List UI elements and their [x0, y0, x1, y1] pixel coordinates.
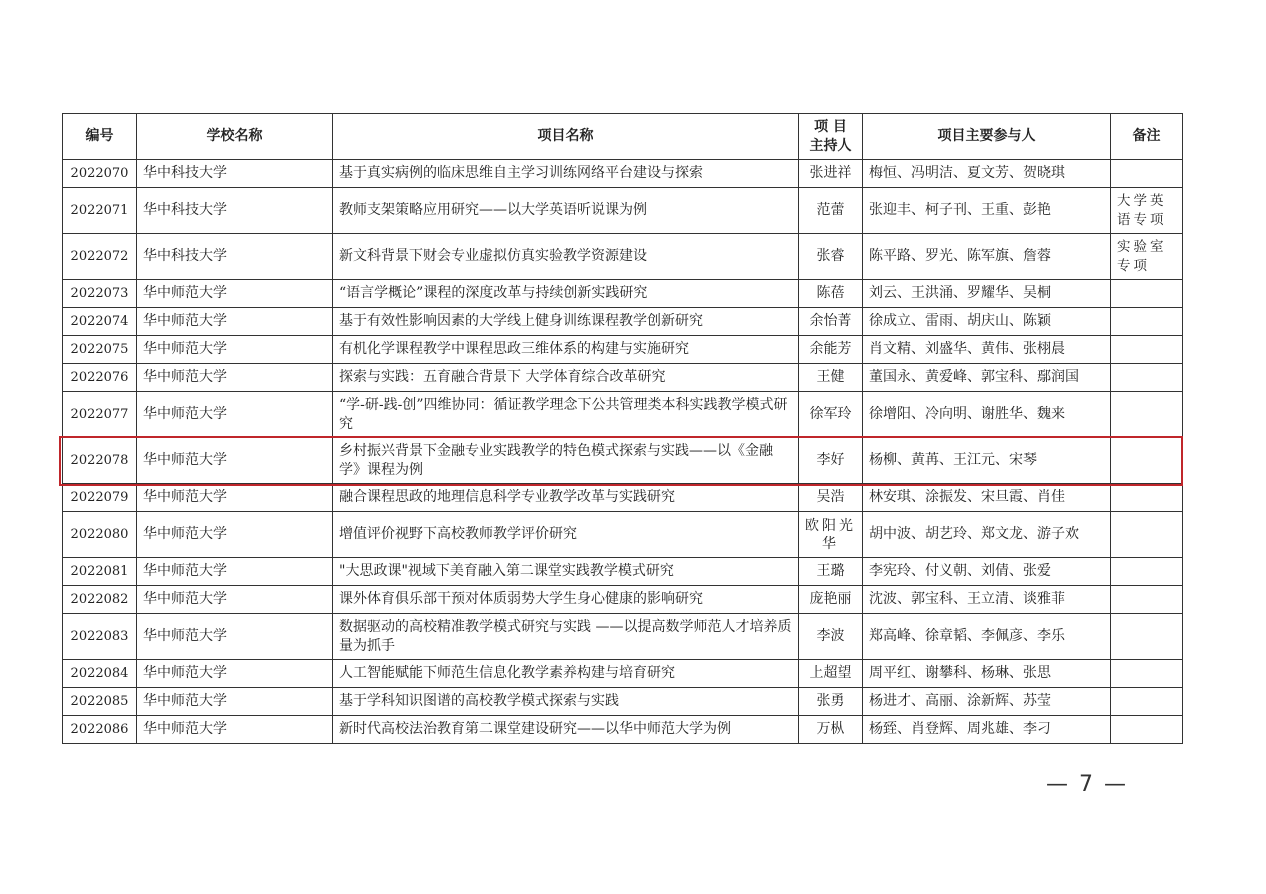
cell-host: 庞艳丽	[799, 586, 863, 614]
cell-members: 沈波、郭宝科、王立清、谈雅菲	[863, 586, 1111, 614]
cell-note: 大学英语专项	[1111, 188, 1183, 234]
cell-note	[1111, 688, 1183, 716]
cell-members: 张迎丰、柯子刊、王重、彭艳	[863, 188, 1111, 234]
table-row	[63, 364, 1183, 392]
cell-project: "大思政课"视域下美育融入第二课堂实践教学模式研究	[333, 558, 799, 586]
cell-members: 周平红、谢攀科、杨琳、张思	[863, 660, 1111, 688]
cell-school: 华中师范大学	[137, 716, 333, 744]
table-row	[63, 688, 1183, 716]
table-row	[63, 614, 1183, 660]
table-row	[63, 484, 1183, 512]
cell-host: 李波	[799, 614, 863, 660]
cell-members: 肖文精、刘盛华、黄伟、张栩晨	[863, 336, 1111, 364]
cell-members: 梅恒、冯明洁、夏文芳、贺晓琪	[863, 160, 1111, 188]
cell-school: 华中师范大学	[137, 512, 333, 558]
cell-id: 2022073	[63, 280, 137, 308]
cell-host: 余能芳	[799, 336, 863, 364]
cell-note	[1111, 280, 1183, 308]
table-row	[63, 160, 1183, 188]
cell-project: 基于真实病例的临床思维自主学习训练网络平台建设与探索	[333, 160, 799, 188]
cell-note	[1111, 558, 1183, 586]
header-note: 备注	[1111, 114, 1183, 160]
cell-host: 张勇	[799, 688, 863, 716]
project-table	[62, 113, 1183, 744]
cell-id: 2022085	[63, 688, 137, 716]
cell-school: 华中师范大学	[137, 280, 333, 308]
cell-project: 教师支架策略应用研究——以大学英语听说课为例	[333, 188, 799, 234]
cell-host: 范蕾	[799, 188, 863, 234]
cell-project: 新时代高校法治教育第二课堂建设研究——以华中师范大学为例	[333, 716, 799, 744]
cell-members: 杨柳、黄苒、王江元、宋琴	[863, 438, 1111, 484]
cell-project: 新文科背景下财会专业虚拟仿真实验教学资源建设	[333, 234, 799, 280]
cell-host: 王健	[799, 364, 863, 392]
cell-id: 2022078	[63, 438, 137, 484]
cell-host: 徐军玲	[799, 392, 863, 438]
cell-note	[1111, 438, 1183, 484]
cell-id: 2022075	[63, 336, 137, 364]
cell-school: 华中师范大学	[137, 660, 333, 688]
header-id: 编号	[63, 114, 137, 160]
cell-id: 2022081	[63, 558, 137, 586]
cell-school: 华中科技大学	[137, 160, 333, 188]
cell-note: 实验室专项	[1111, 234, 1183, 280]
cell-members: 郑高峰、徐章韬、李佩彦、李乐	[863, 614, 1111, 660]
cell-project: 课外体育俱乐部干预对体质弱势大学生身心健康的影响研究	[333, 586, 799, 614]
header-host: 项 目 主持人	[799, 114, 863, 160]
cell-note	[1111, 160, 1183, 188]
cell-members: 陈平路、罗光、陈军旗、詹蓉	[863, 234, 1111, 280]
cell-note	[1111, 586, 1183, 614]
cell-school: 华中师范大学	[137, 484, 333, 512]
table-row	[63, 716, 1183, 744]
cell-note	[1111, 660, 1183, 688]
table-row	[63, 512, 1183, 558]
cell-note	[1111, 364, 1183, 392]
cell-project: 数据驱动的高校精准教学模式研究与实践 ——以提高数学师范人才培养质量为抓手	[333, 614, 799, 660]
cell-school: 华中师范大学	[137, 688, 333, 716]
cell-id: 2022082	[63, 586, 137, 614]
cell-host: 万枞	[799, 716, 863, 744]
cell-note	[1111, 716, 1183, 744]
table-header-row	[63, 114, 1183, 160]
table-row	[63, 336, 1183, 364]
cell-id: 2022074	[63, 308, 137, 336]
cell-project: 有机化学课程教学中课程思政三维体系的构建与实施研究	[333, 336, 799, 364]
cell-host: 王璐	[799, 558, 863, 586]
cell-school: 华中师范大学	[137, 558, 333, 586]
cell-project: “学-研-践-创”四维协同：循证教学理念下公共管理类本科实践教学模式研究	[333, 392, 799, 438]
cell-members: 徐成立、雷雨、胡庆山、陈颖	[863, 308, 1111, 336]
cell-id: 2022072	[63, 234, 137, 280]
cell-school: 华中师范大学	[137, 586, 333, 614]
table-row	[63, 660, 1183, 688]
cell-project: 基于有效性影响因素的大学线上健身训练课程教学创新研究	[333, 308, 799, 336]
cell-note	[1111, 512, 1183, 558]
cell-school: 华中师范大学	[137, 392, 333, 438]
table-row	[63, 280, 1183, 308]
cell-project: 增值评价视野下高校教师教学评价研究	[333, 512, 799, 558]
cell-id: 2022086	[63, 716, 137, 744]
cell-school: 华中科技大学	[137, 234, 333, 280]
table-row	[63, 308, 1183, 336]
cell-id: 2022083	[63, 614, 137, 660]
cell-members: 林安琪、涂振发、宋旦霞、肖佳	[863, 484, 1111, 512]
cell-host: 上超望	[799, 660, 863, 688]
cell-school: 华中科技大学	[137, 188, 333, 234]
cell-id: 2022071	[63, 188, 137, 234]
cell-id: 2022070	[63, 160, 137, 188]
cell-host: 陈蓓	[799, 280, 863, 308]
cell-school: 华中师范大学	[137, 336, 333, 364]
page-number: — 7 —	[1046, 772, 1128, 797]
cell-note	[1111, 614, 1183, 660]
cell-host: 张睿	[799, 234, 863, 280]
header-members: 项目主要参与人	[863, 114, 1111, 160]
table-row	[63, 188, 1183, 234]
cell-note	[1111, 484, 1183, 512]
cell-host: 李好	[799, 438, 863, 484]
cell-school: 华中师范大学	[137, 614, 333, 660]
cell-project: 融合课程思政的地理信息科学专业教学改革与实践研究	[333, 484, 799, 512]
cell-id: 2022076	[63, 364, 137, 392]
table-row	[63, 558, 1183, 586]
table-row	[63, 586, 1183, 614]
cell-members: 李宪玲、付义朝、刘倩、张爱	[863, 558, 1111, 586]
cell-id: 2022084	[63, 660, 137, 688]
cell-project: 乡村振兴背景下金融专业实践教学的特色模式探索与实践——以《金融学》课程为例	[333, 438, 799, 484]
cell-id: 2022080	[63, 512, 137, 558]
header-project: 项目名称	[333, 114, 799, 160]
cell-host: 张进祥	[799, 160, 863, 188]
cell-project: 人工智能赋能下师范生信息化教学素养构建与培育研究	[333, 660, 799, 688]
cell-school: 华中师范大学	[137, 308, 333, 336]
cell-project: “语言学概论”课程的深度改革与持续创新实践研究	[333, 280, 799, 308]
cell-note	[1111, 336, 1183, 364]
cell-members: 董国永、黄爱峰、郭宝科、鄢润国	[863, 364, 1111, 392]
cell-host: 余怡菁	[799, 308, 863, 336]
header-school: 学校名称	[137, 114, 333, 160]
cell-school: 华中师范大学	[137, 364, 333, 392]
cell-id: 2022079	[63, 484, 137, 512]
table-row	[63, 438, 1183, 484]
cell-host: 欧阳光华	[799, 512, 863, 558]
cell-note	[1111, 392, 1183, 438]
table-body	[63, 160, 1183, 744]
cell-id: 2022077	[63, 392, 137, 438]
cell-members: 胡中波、胡艺玲、郑文龙、游子欢	[863, 512, 1111, 558]
cell-members: 杨臸、肖登辉、周兆雄、李刁	[863, 716, 1111, 744]
cell-note	[1111, 308, 1183, 336]
cell-host: 吴浩	[799, 484, 863, 512]
cell-members: 杨进才、高丽、涂新辉、苏莹	[863, 688, 1111, 716]
table-row	[63, 234, 1183, 280]
cell-members: 徐增阳、冷向明、谢胜华、魏来	[863, 392, 1111, 438]
cell-school: 华中师范大学	[137, 438, 333, 484]
cell-project: 基于学科知识图谱的高校教学模式探索与实践	[333, 688, 799, 716]
cell-project: 探索与实践：五育融合背景下 大学体育综合改革研究	[333, 364, 799, 392]
cell-members: 刘云、王洪涌、罗耀华、吴桐	[863, 280, 1111, 308]
table-row	[63, 392, 1183, 438]
